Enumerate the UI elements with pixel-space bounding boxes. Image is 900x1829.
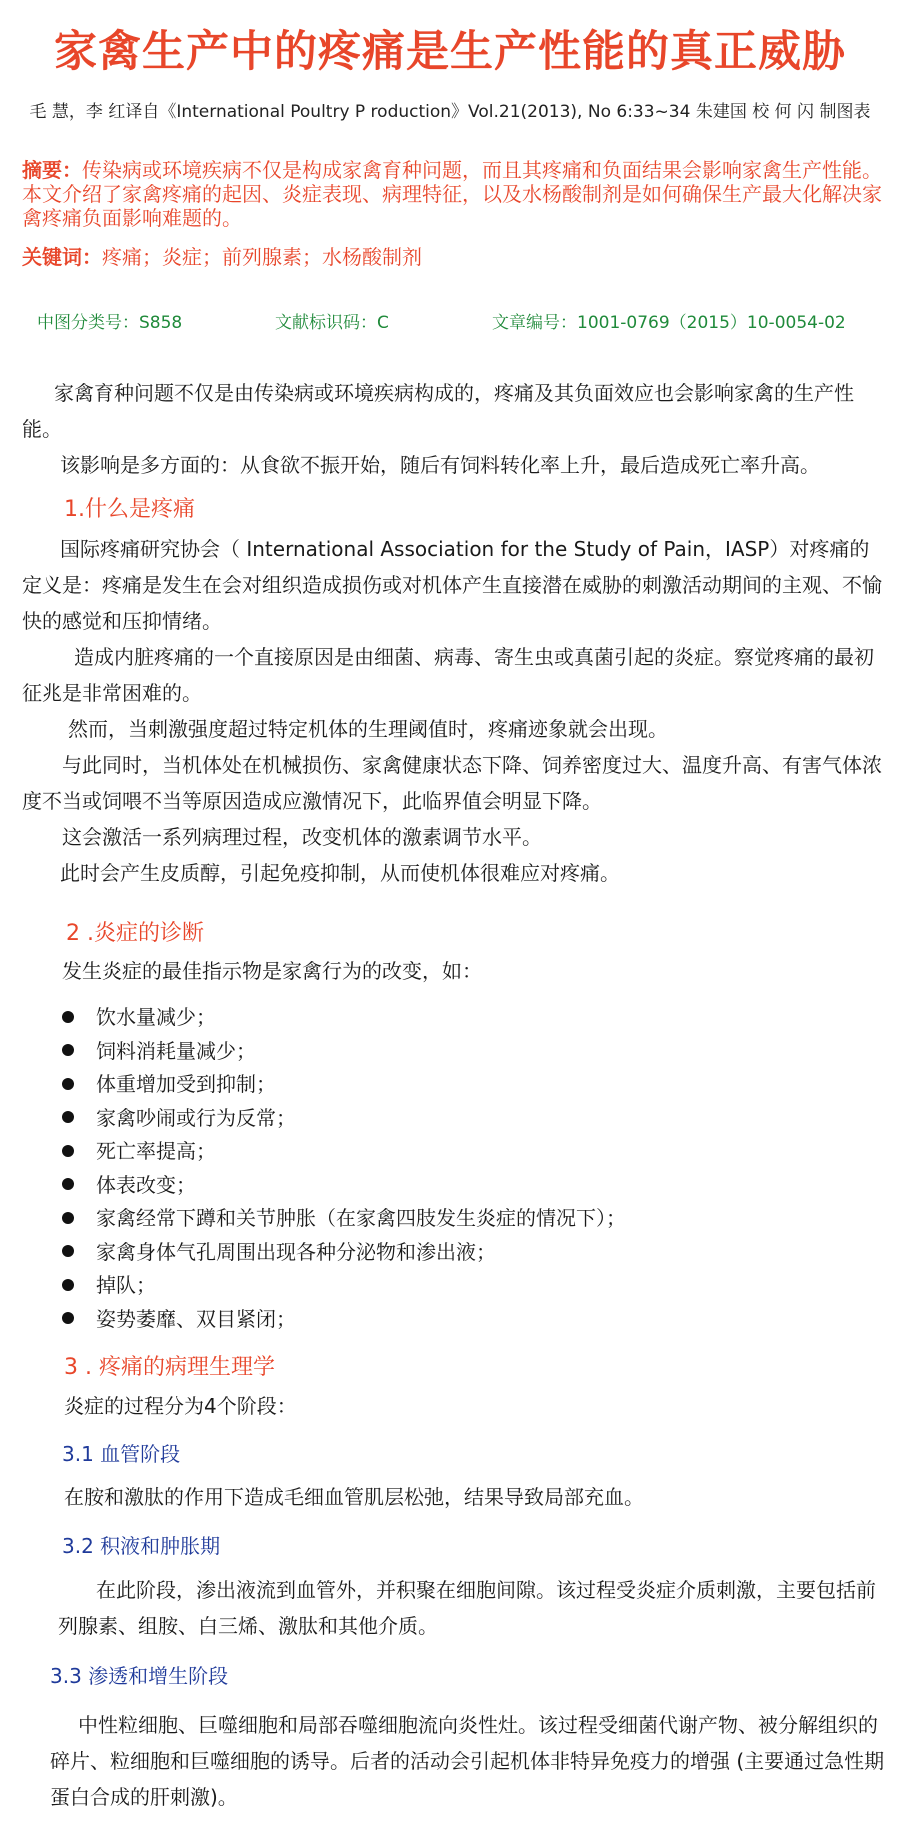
keywords bbox=[22, 243, 884, 271]
paragraph: 在此阶段，渗出液流到血管外，并积聚在细胞间隙。该过程受炎症介质刺激，主要包括前列腺素、组胺、白三烯、激肽和其他介质。 bbox=[58, 1578, 876, 1638]
bullet-icon bbox=[62, 1279, 74, 1291]
list-item: 死亡率提高； bbox=[62, 1135, 862, 1169]
article-number: 文章编号：1001-0769（2015）10-0054-02 bbox=[492, 313, 846, 333]
list-item: 饲料消耗量减少； bbox=[62, 1035, 862, 1069]
article-title: 家禽生产中的疼痛是生产性能的真正威胁 bbox=[54, 27, 846, 77]
section-heading: 3 . 疼痛的病理生理学 bbox=[64, 1355, 275, 1380]
list-item: 家禽身体气孔周围出现各种分泌物和渗出液； bbox=[62, 1236, 862, 1270]
paragraph: 这会激活一系列病理过程，改变机体的激素调节水平。 bbox=[62, 825, 542, 849]
paragraph: 发生炎症的最佳指示物是家禽行为的改变，如： bbox=[62, 959, 482, 983]
bullet-icon bbox=[62, 1111, 74, 1123]
intro-paragraph: 该影响是多方面的：从食欲不振开始，随后有饲料转化率上升，最后造成死亡率升高。 bbox=[60, 453, 820, 477]
abstract-label: 摘要： bbox=[22, 158, 82, 182]
list-item: 掉队； bbox=[62, 1269, 862, 1303]
paragraph: 在胺和激肽的作用下造成毛细血管肌层松弛，结果导致局部充血。 bbox=[64, 1485, 644, 1509]
paragraph: 国际疼痛研究协会（ International Association for the Study of Pain，IASP）对疼痛的定义是：疼痛是发生在会对组织造成损伤或对机体产生直接潜在威胁的刺激活动期间的主观、不愉快的感觉和压抑情绪。 bbox=[22, 537, 882, 633]
abstract-text: 传染病或环境疾病不仅是构成家禽育种问题，而且其疼痛和负面结果会影响家禽生产性能。本文介绍了家禽疼痛的起因、炎症表现、病理特征，以及水杨酸制剂是如何确保生产最大化解决家禽疼痛负面影响难题的。 bbox=[22, 158, 882, 230]
symptom-list bbox=[62, 1001, 862, 1336]
abstract bbox=[22, 158, 884, 230]
bullet-icon bbox=[62, 1312, 74, 1324]
bullet-icon bbox=[62, 1178, 74, 1190]
document-code: 文献标识码：C bbox=[275, 313, 389, 333]
bullet-icon bbox=[62, 1245, 74, 1257]
bullet-icon bbox=[62, 1044, 74, 1056]
paragraph: 造成内脏疼痛的一个直接原因是由细菌、病毒、寄生虫或真菌引起的炎症。察觉疼痛的最初征兆是非常困难的。 bbox=[22, 645, 874, 705]
bullet-icon bbox=[62, 1145, 74, 1157]
paragraph: 中性粒细胞、巨噬细胞和局部吞噬细胞流向炎性灶。该过程受细菌代谢产物、被分解组织的碎片、粒细胞和巨噬细胞的诱导。后者的活动会引起机体非特异免疫力的增强 (主要通过急性期蛋白合成的肝刺激)。 bbox=[50, 1713, 885, 1809]
list-item: 家禽吵闹或行为反常； bbox=[62, 1102, 862, 1136]
paragraph: 炎症的过程分为4个阶段： bbox=[64, 1394, 297, 1418]
bullet-icon bbox=[62, 1212, 74, 1224]
list-item: 家禽经常下蹲和关节肿胀（在家禽四肢发生炎症的情况下）； bbox=[62, 1202, 862, 1236]
bullet-icon bbox=[62, 1078, 74, 1090]
keywords-label: 关键词： bbox=[22, 245, 102, 269]
subsection-heading: 3.3 渗透和增生阶段 bbox=[50, 1664, 229, 1688]
list-item: 姿势萎靡、双目紧闭； bbox=[62, 1303, 862, 1337]
section-heading: 1.什么是疼痛 bbox=[64, 497, 195, 522]
bullet-icon bbox=[62, 1011, 74, 1023]
subsection-heading: 3.2 积液和肿胀期 bbox=[62, 1534, 221, 1558]
section-heading: 2 .炎症的诊断 bbox=[66, 921, 204, 946]
keywords-text: 疼痛；炎症；前列腺素；水杨酸制剂 bbox=[102, 245, 422, 269]
clc-number: 中图分类号：S858 bbox=[37, 313, 183, 333]
paragraph: 此时会产生皮质醇，引起免疫抑制，从而使机体很难应对疼痛。 bbox=[60, 861, 620, 885]
list-item: 体表改变； bbox=[62, 1169, 862, 1203]
intro-paragraph: 家禽育种问题不仅是由传染病或环境疾病构成的，疼痛及其负面效应也会影响家禽的生产性能。 bbox=[22, 381, 854, 441]
subsection-heading: 3.1 血管阶段 bbox=[62, 1442, 181, 1466]
byline: 毛 慧，李 红译自《International Poultry P roduction》Vol.21(2013), No 6:33~34 朱建国 校 何 闪 制图表 bbox=[29, 102, 871, 122]
paragraph: 然而，当刺激强度超过特定机体的生理阈值时，疼痛迹象就会出现。 bbox=[68, 717, 668, 741]
paragraph: 与此同时，当机体处在机械损伤、家禽健康状态下降、饲养密度过大、温度升高、有害气体浓度不当或饲喂不当等原因造成应激情况下，此临界值会明显下降。 bbox=[22, 753, 882, 813]
list-item: 饮水量减少； bbox=[62, 1001, 862, 1035]
list-item: 体重增加受到抑制； bbox=[62, 1068, 862, 1102]
